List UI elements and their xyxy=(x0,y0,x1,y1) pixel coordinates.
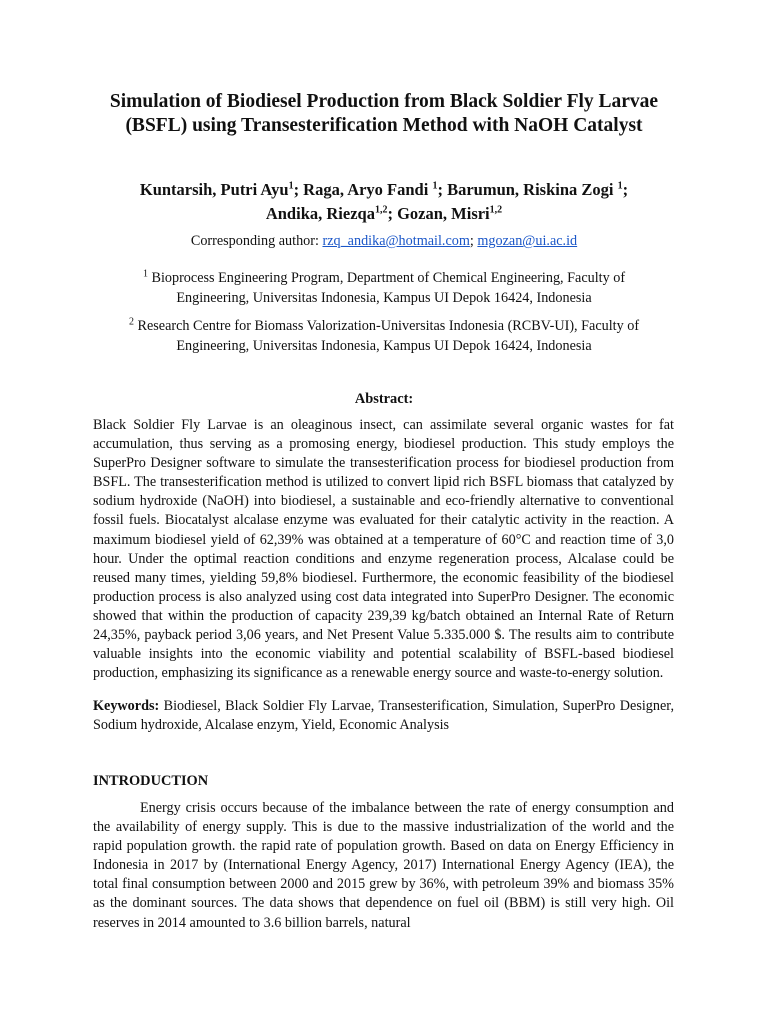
author-2: ; Raga, Aryo Fandi xyxy=(293,180,433,199)
introduction-paragraph: Energy crisis occurs because of the imbalance between the rate of energy consumption and the availability of energy supply. This is due to the massive industrialization of the world and the rapid population growth. the rapid rate of population growth. Based on data on Energy Efficiency in Indonesia in 2017 by (International Energy Agency, 2017) International Energy Agency (IEA), the total final consumption between 2000 and 2015 grew by 36%, with petroleum 39% and biomass 35% as the dominant sources. The data shows that dependence on fuel oil (BBM) is still very high. Oil reserves in 2014 amounted to 3.6 billion barrels, natural xyxy=(93,800,674,931)
affiliation-1-number: 1 xyxy=(142,268,148,280)
author-1: Kuntarsih, Putri Ayu xyxy=(139,180,289,199)
corresponding-label: Corresponding author: xyxy=(190,233,323,249)
keywords-list: Biodiesel, Black Soldier Fly Larvae, Transesterification, Simulation, SuperPro Designer, Sodium hydroxide, Alcalase enzym, Yield, Economic Analysis xyxy=(93,698,674,734)
affiliation-1-line-1: Bioprocess Engineering Program, Department of Chemical Engineering, Faculty of xyxy=(147,270,626,286)
paper-title xyxy=(60,90,708,138)
affiliation-2-line-1: Research Centre for Biomass Valorization-Universitas Indonesia (RCBV-UI), Faculty of xyxy=(133,318,640,334)
author-list xyxy=(60,178,708,226)
affiliation-2 xyxy=(100,316,668,356)
keywords-label: Keywords: xyxy=(93,698,160,714)
affiliation-1 xyxy=(100,268,668,308)
author-5: ; Gozan, Misri xyxy=(387,204,490,223)
affiliation-2-number: 2 xyxy=(128,316,134,328)
title-line-1: Simulation of Biodiesel Production from Black Soldier Fly Larvae xyxy=(109,91,659,112)
author-1-affiliation: 1 xyxy=(288,180,294,192)
author-2-affiliation: 1 xyxy=(432,180,438,192)
author-3-separator: ; xyxy=(622,180,629,199)
email-link-2[interactable]: mgozan@ui.ac.id xyxy=(477,233,578,249)
title-line-2: (BSFL) using Transesterification Method with NaOH Catalyst xyxy=(125,115,643,136)
email-separator: ; xyxy=(469,233,478,249)
affiliation-2-line-2: Engineering, Universitas Indonesia, Kampus UI Depok 16424, Indonesia xyxy=(176,338,592,354)
abstract-body: Black Soldier Fly Larvae is an oleaginous insect, can assimilate several organic wastes for fat accumulation, thus serving as a promosing energy, biodiesel production. This study employs the SuperPro Designer software to simulate the transesterification process for biodiesel production from BSFL. The transesterification method is utilized to convert lipid rich BSFL biomass that catalyzed by sodium hydroxide (NaOH) into biodiesel, a sustainable and eco-friendly alternative to conventional fossil fuels. Biocatalyst alcalase enzyme was evaluated for their catalytic activity in the reaction. A maximum biodiesel yield of 62,39% was obtained at a temperature of 60°C and reaction time of 3,0 hour. Under the optimal reaction conditions and enzyme regeneration process, Alcalase could be reused many times, yielding 59,8% biodiesel. Furthermore, the economic feasibility of the biodiesel production process is also analyzed using cost data integrated into SuperPro Designer. The economic showed that within the production of capacity 239,39 kg/batch obtained an Internal Rate of Return 24,35%, payback period 3,06 years, and Net Present Value 5.335.000 $. The results aim to contribute valuable insights into the economic viability and potential scalability of BSFL-based biodiesel production, emphasizing its significance as a renewable energy source and waste-to-energy solution. xyxy=(93,417,674,682)
section-heading-introduction: INTRODUCTION xyxy=(93,773,209,789)
author-5-affiliation: 1,2 xyxy=(489,204,503,216)
abstract-heading: Abstract: xyxy=(354,391,414,407)
email-link-1[interactable]: rzq_andika@hotmail.com xyxy=(322,233,470,249)
author-3-affiliation: 1 xyxy=(617,180,623,192)
affiliation-1-line-2: Engineering, Universitas Indonesia, Kampus UI Depok 16424, Indonesia xyxy=(176,290,592,306)
keywords-paragraph xyxy=(93,697,674,735)
author-3: ; Barumun, Riskina Zogi xyxy=(437,180,618,199)
corresponding-author xyxy=(60,231,708,251)
author-4-affiliation: 1,2 xyxy=(374,204,388,216)
author-4: Andika, Riezqa xyxy=(265,204,375,223)
